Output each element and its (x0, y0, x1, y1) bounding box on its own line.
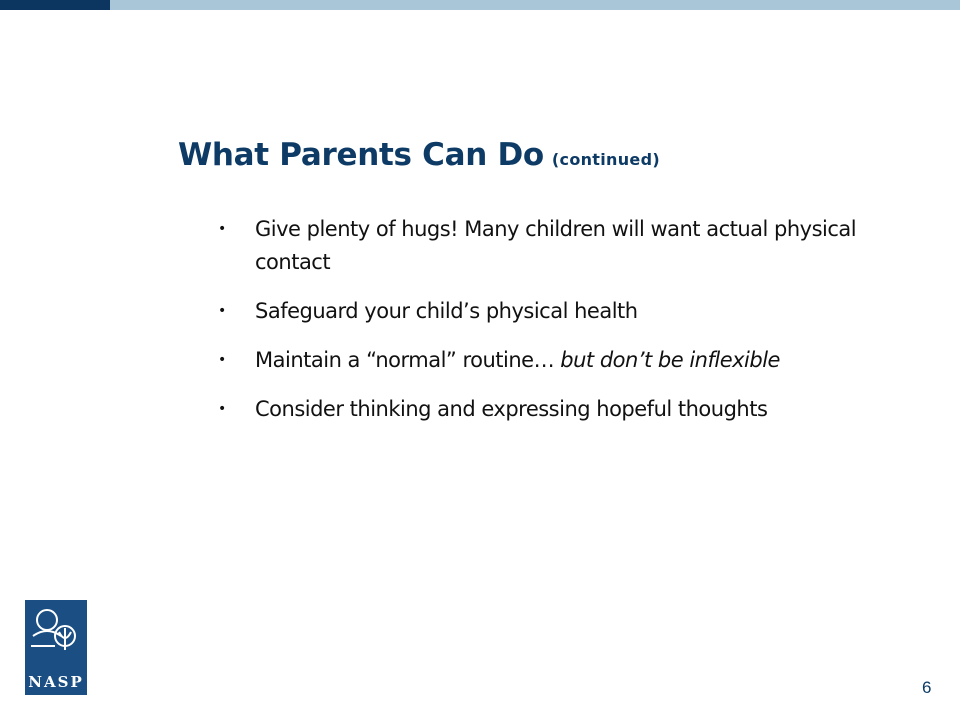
bullet-text: Give plenty of hugs! Many children will want actual physical contact (255, 217, 857, 274)
bullet-icon: • (218, 352, 226, 368)
page-number: 6 (922, 678, 932, 697)
logo-text: NASP (28, 673, 84, 691)
bullet-item (218, 344, 918, 377)
nasp-logo (25, 600, 87, 695)
bullet-text: Safeguard your child’s physical health (255, 299, 638, 323)
bullet-list (218, 213, 918, 442)
slide-title-suffix: (continued) (551, 150, 660, 169)
slide-title (178, 137, 660, 173)
slide-title-main: What Parents Can Do (178, 137, 544, 173)
bullet-item (218, 295, 918, 328)
bullet-icon: • (218, 221, 226, 237)
bullet-text: Consider thinking and expressing hopeful thoughts (255, 397, 768, 421)
nasp-emblem-icon (25, 600, 87, 670)
top-banner-accent (0, 0, 110, 10)
bullet-text-emphasis: but don’t be inflexible (560, 348, 780, 372)
bullet-icon: • (218, 401, 226, 417)
bullet-item (218, 393, 918, 426)
bullet-icon: • (218, 303, 226, 319)
bullet-text: Maintain a “normal” routine… (255, 348, 561, 372)
top-banner (0, 0, 960, 10)
bullet-item (218, 213, 918, 279)
